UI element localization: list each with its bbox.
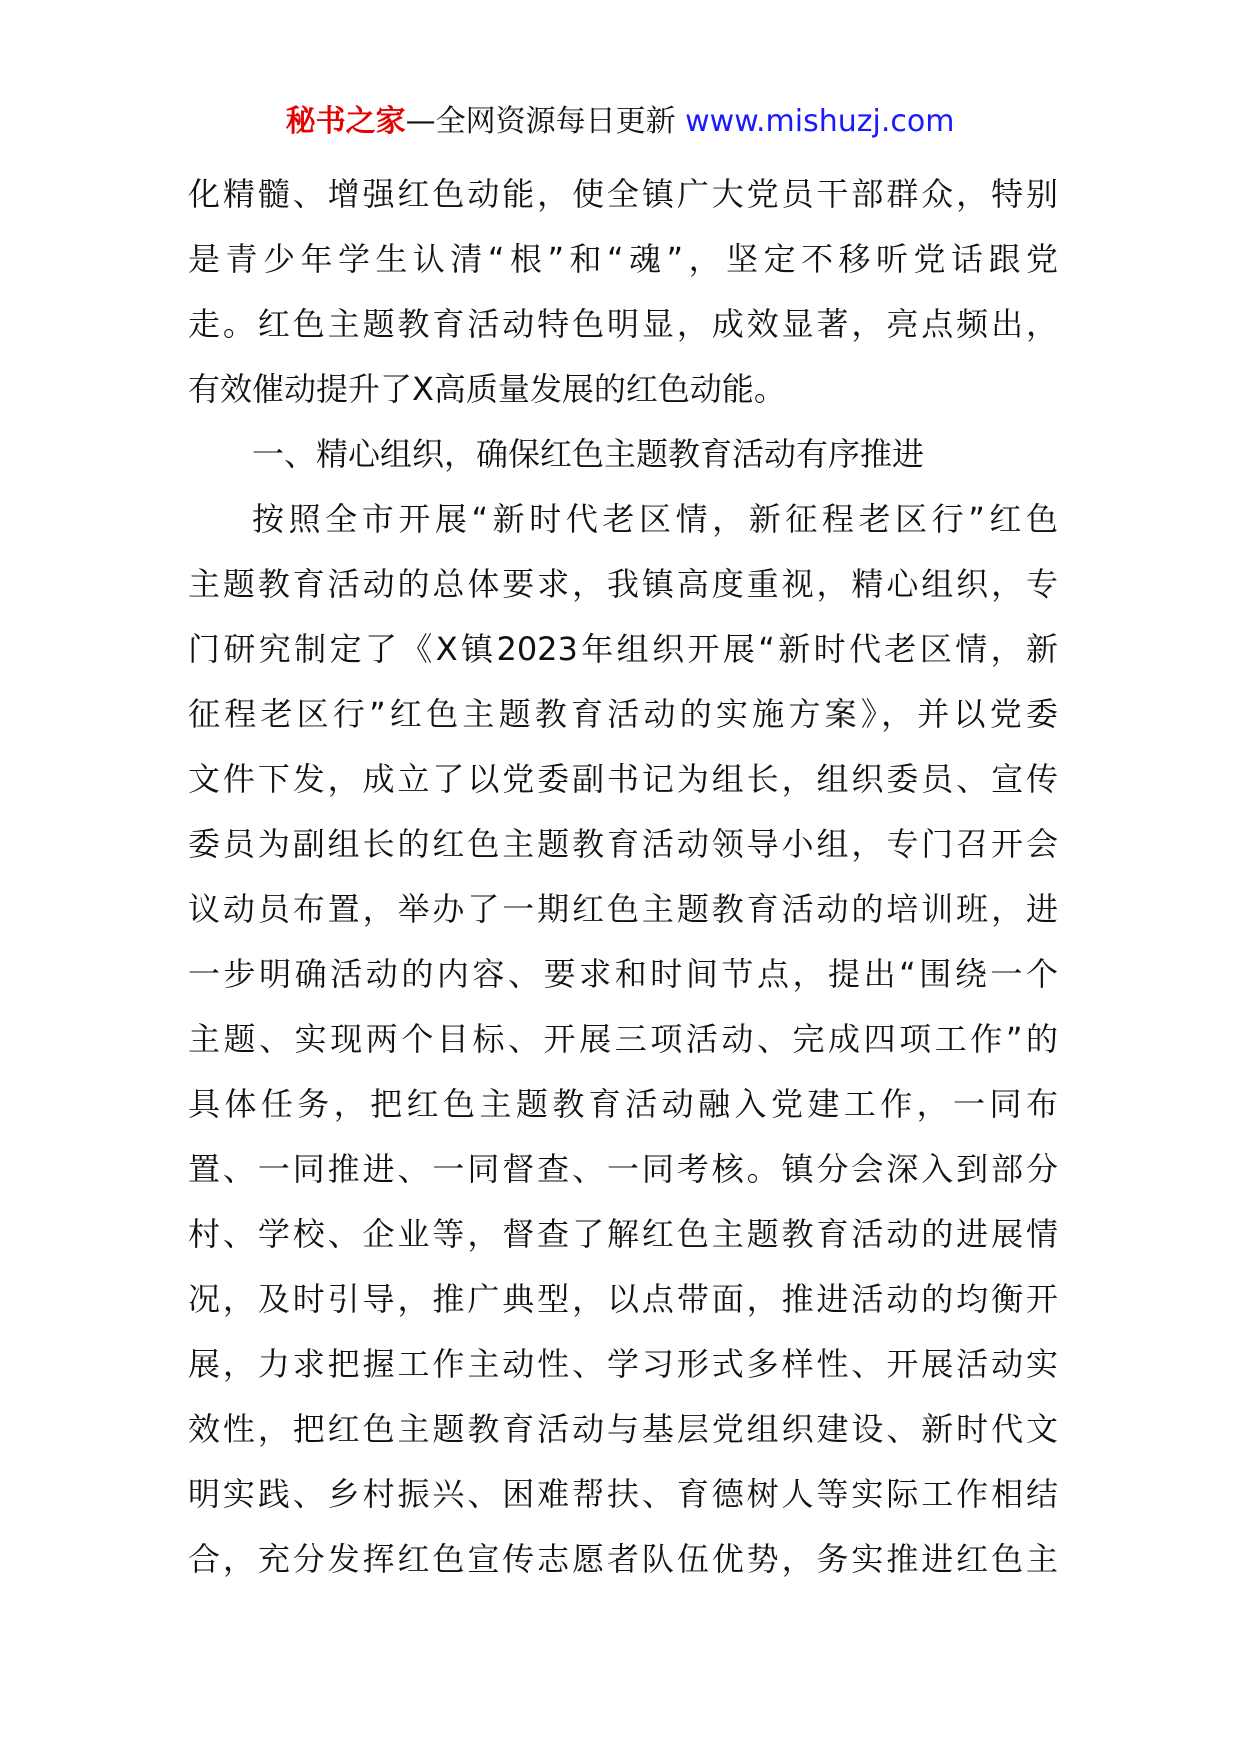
- body-line: 化精髓、增强红色动能，使全镇广大党员干部群众，特别: [188, 175, 1058, 213]
- body-line: 走。红色主题教育活动特色明显，成效显著，亮点频出，: [188, 305, 1058, 343]
- body-line: 况，及时引导，推广典型，以点带面，推进活动的均衡开: [188, 1280, 1058, 1318]
- body-line: 合，充分发挥红色宣传志愿者队伍优势，务实推进红色主: [188, 1540, 1058, 1578]
- body-line: 有效催动提升了X高质量发展的红色动能。: [188, 370, 786, 408]
- body-line: 征程老区行”红色主题教育活动的实施方案》，并以党委: [188, 695, 1058, 733]
- header-url-link[interactable]: www.mishuzj.com: [685, 104, 955, 139]
- header-brand: 秘书之家: [285, 104, 406, 139]
- body-line: 是青少年学生认清“根”和“魂”，坚定不移听党话跟党: [188, 240, 1058, 278]
- page-header: [0, 100, 1240, 144]
- body-line: 文件下发，成立了以党委副书记为组长，组织委员、宣传: [188, 760, 1058, 798]
- header-slogan: —全网资源每日更新: [405, 104, 676, 139]
- body-line: 村、学校、企业等，督查了解红色主题教育活动的进展情: [188, 1215, 1058, 1253]
- body-line: 按照全市开展“新时代老区情，新征程老区行”红色: [252, 500, 1058, 538]
- document-body: [188, 162, 1058, 1592]
- body-line: 置、一同推进、一同督查、一同考核。镇分会深入到部分: [188, 1150, 1058, 1188]
- body-line: 议动员布置，举办了一期红色主题教育活动的培训班，进: [188, 890, 1058, 928]
- body-line: 具体任务，把红色主题教育活动融入党建工作，一同布: [188, 1085, 1058, 1123]
- body-line: 委员为副组长的红色主题教育活动领导小组，专门召开会: [188, 825, 1058, 863]
- section-heading: 一、精心组织，确保红色主题教育活动有序推进: [252, 435, 925, 473]
- body-line: 展，力求把握工作主动性、学习形式多样性、开展活动实: [188, 1345, 1058, 1383]
- body-line: 主题教育活动的总体要求，我镇高度重视，精心组织，专: [188, 565, 1058, 603]
- body-line: 主题、实现两个目标、开展三项活动、完成四项工作”的: [188, 1020, 1058, 1058]
- body-line: 门研究制定了《X镇2023年组织开展“新时代老区情，新: [188, 630, 1058, 668]
- body-line: 明实践、乡村振兴、困难帮扶、育德树人等实际工作相结: [188, 1475, 1058, 1513]
- body-line: 一步明确活动的内容、要求和时间节点，提出“围绕一个: [188, 955, 1058, 993]
- body-line: 效性，把红色主题教育活动与基层党组织建设、新时代文: [188, 1410, 1058, 1448]
